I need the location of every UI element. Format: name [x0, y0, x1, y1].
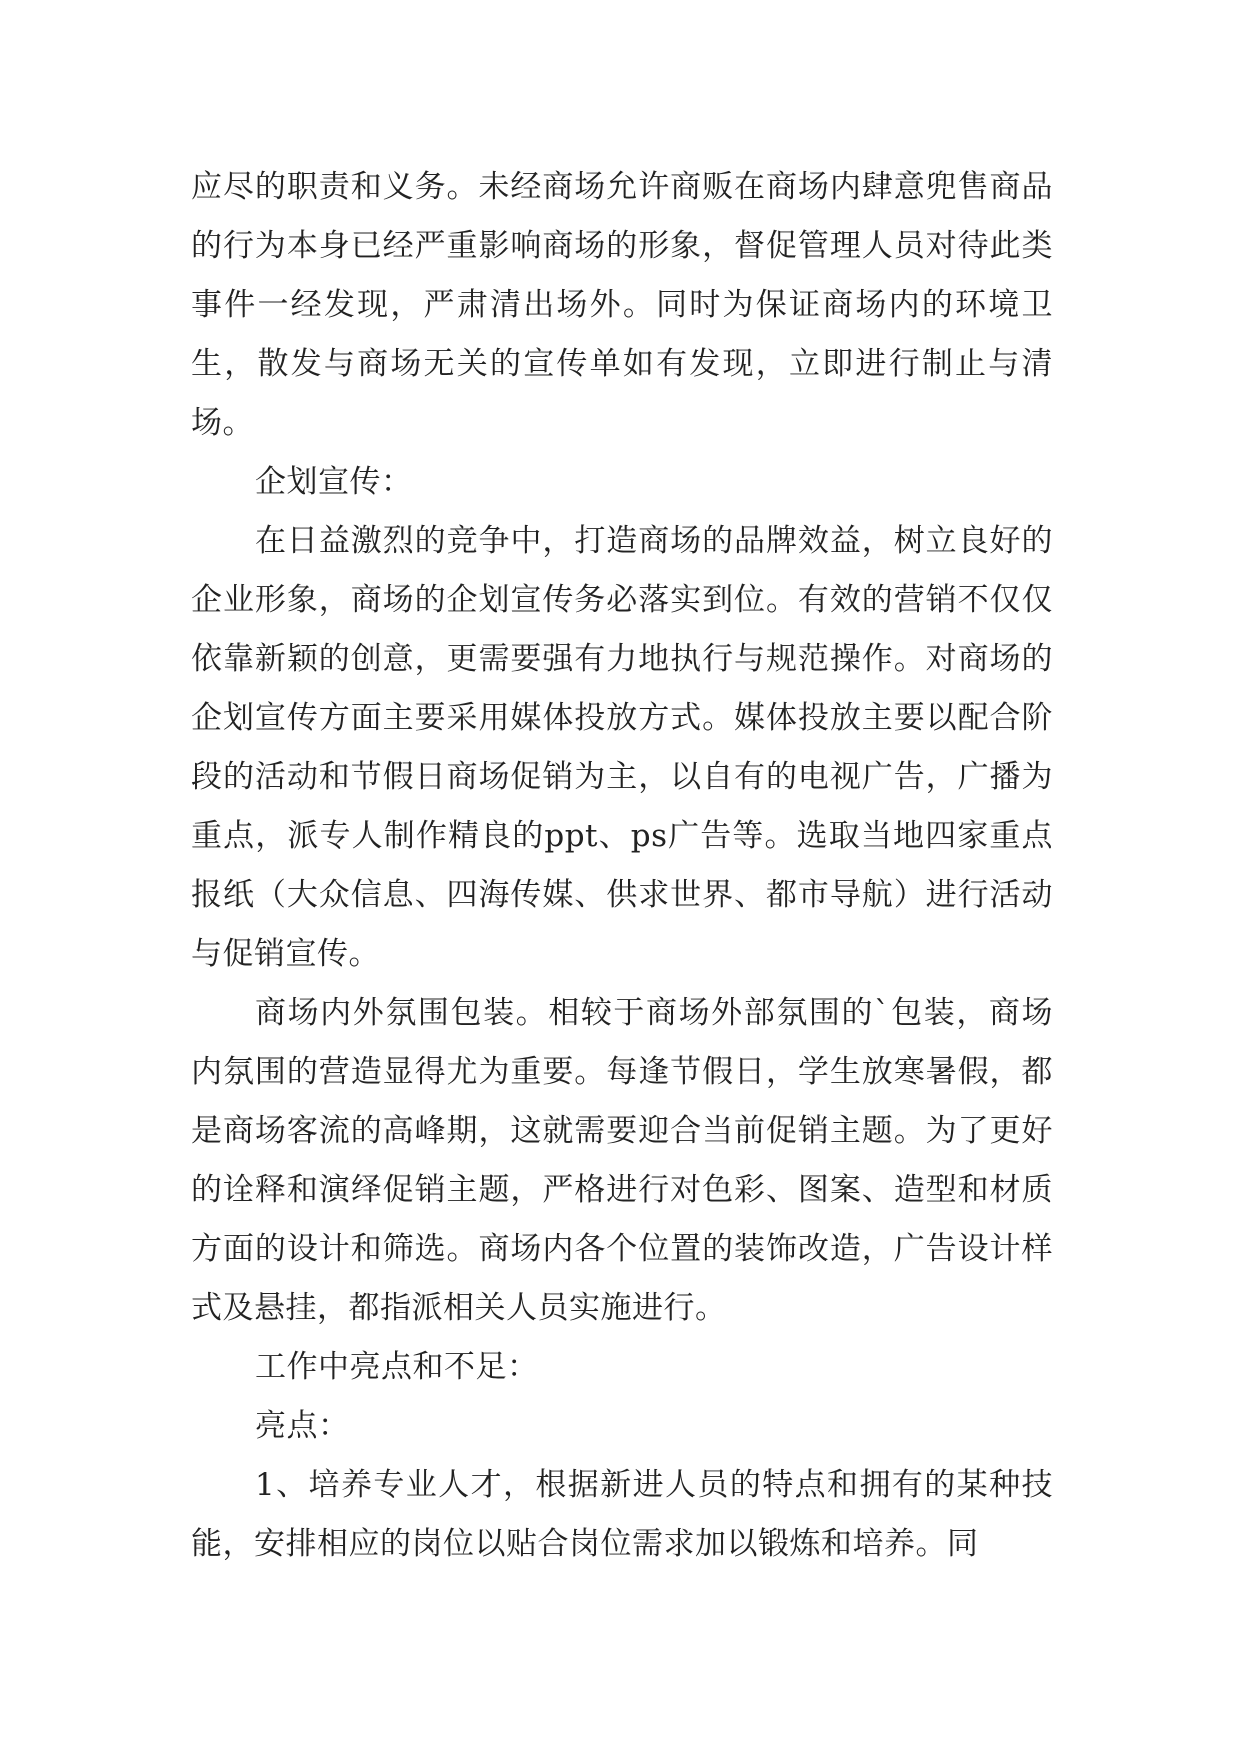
paragraph-atmosphere-packaging: 商场内外氛围包装。相较于商场外部氛围的`包装，商场内氛围的营造显得尤为重要。每逢节假日，学生放寒暑假，都是商场客流的高峰期，这就需要迎合当前促销主题。为了更好的诠释和演绎促销主题，严格进行对色彩、图案、造型和材质方面的设计和筛选。商场内各个位置的装饰改造，广告设计样式及悬挂，都指派相关人员实施进行。 [191, 995, 1053, 1326]
paragraph-store-order-continuation: 应尽的职责和义务。未经商场允许商贩在商场内肆意兜售商品的行为本身已经严重影响商场的形象，督促管理人员对待此类事件一经发现，严肃清出场外。同时为保证商场内的环境卫生，散发与商场无关的宣传单如有发现，立即进行制止与清场。 [191, 169, 1053, 441]
heading-planning-promotion: 企划宣传： [255, 464, 413, 500]
paragraph-highlight-1: 1、培养专业人才，根据新进人员的特点和拥有的某种技能，安排相应的岗位以贴合岗位需求加以锻炼和培养。同 [191, 1467, 1053, 1562]
paragraph-planning-promotion: 在日益激烈的竞争中，打造商场的品牌效益，树立良好的企业形象，商场的企划宣传务必落实到位。有效的营销不仅仅依靠新颖的创意，更需要强有力地执行与规范操作。对商场的企划宣传方面主要采用媒体投放方式。媒体投放主要以配合阶段的活动和节假日商场促销为主，以自有的电视广告，广播为重点，派专人制作精良的ppt、ps广告等。选取当地四家重点报纸（大众信息、四海传媒、供求世界、都市导航）进行活动与促销宣传。 [191, 523, 1053, 972]
heading-highlights: 亮点： [255, 1408, 350, 1444]
document-body [191, 158, 1053, 1574]
heading-highlights-shortcomings: 工作中亮点和不足： [255, 1349, 539, 1385]
